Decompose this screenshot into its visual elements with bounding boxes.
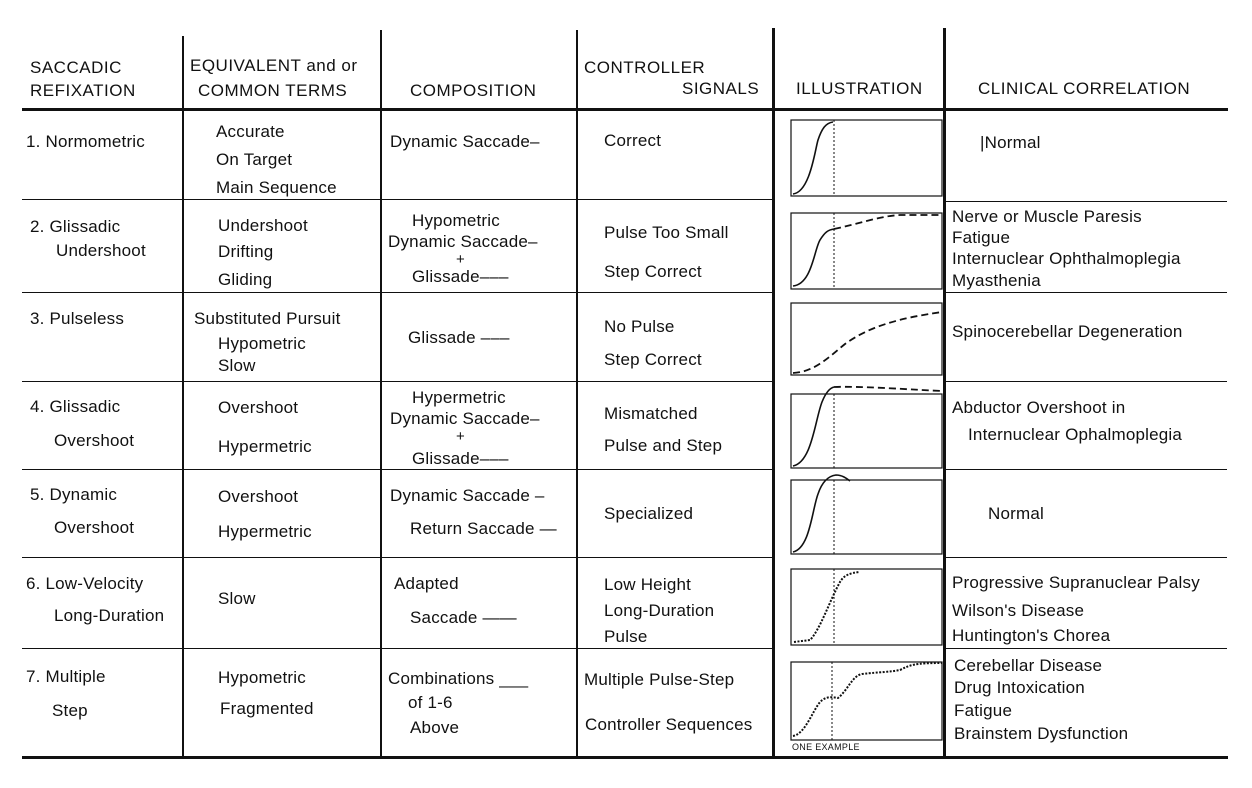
row4-refixation: 4. Glissadic — [30, 397, 121, 416]
row3-clinical: Spinocerebellar Degeneration — [952, 322, 1183, 341]
header-saccadic: SACCADIC — [30, 58, 122, 77]
row7-clinical: Cerebellar Disease — [954, 656, 1103, 675]
row4-clinical: Abductor Overshoot in — [952, 398, 1126, 417]
row2-refixation: Undershoot — [56, 241, 146, 260]
row4-composition: Glissade––– — [412, 449, 509, 468]
row3-refixation: 3. Pulseless — [30, 309, 125, 328]
row5-clinical: Normal — [988, 504, 1044, 523]
row1-composition: Dynamic Saccade– — [390, 132, 540, 151]
header-illustration: ILLUSTRATION — [796, 79, 923, 98]
row4-term: Overshoot — [218, 398, 299, 417]
row2-clinical: Nerve or Muscle Paresis — [952, 207, 1142, 226]
row7-clinical: Fatigue — [954, 701, 1013, 720]
row4-clinical: Internuclear Ophalmoplegia — [968, 425, 1183, 444]
row6-signal: Long-Duration — [604, 601, 715, 620]
row4-composition: + — [456, 428, 465, 445]
row5-term: Hypermetric — [218, 522, 312, 541]
row2-term: Undershoot — [218, 216, 308, 235]
row4-term: Hypermetric — [218, 437, 312, 456]
row3-signal: No Pulse — [604, 317, 675, 336]
row7-term: Fragmented — [220, 699, 314, 718]
illustration-row7 — [791, 662, 942, 740]
row2-signal: Pulse Too Small — [604, 223, 729, 242]
row1-term: On Target — [216, 150, 293, 169]
illustration-row6 — [791, 569, 942, 645]
illustration-row3 — [791, 303, 942, 375]
row1-term: Main Sequence — [216, 178, 337, 197]
row4-signal: Mismatched — [604, 404, 698, 423]
header-common-terms: COMMON TERMS — [198, 81, 348, 100]
row5-refixation: Overshoot — [54, 518, 135, 537]
row5-term: Overshoot — [218, 487, 299, 506]
row2-composition: Glissade––– — [412, 267, 509, 286]
row1-signal: Correct — [604, 131, 662, 150]
row1-term: Accurate — [216, 122, 285, 141]
row1-refixation: 1. Normometric — [26, 132, 145, 151]
row3-term: Hypometric — [218, 334, 306, 353]
row3-signal: Step Correct — [604, 350, 702, 369]
row6-composition: Adapted — [394, 574, 459, 593]
row3-term: Slow — [218, 356, 256, 375]
row7-refixation: Step — [52, 701, 88, 720]
row6-composition: Saccade —— — [410, 608, 517, 627]
row5-refixation: 5. Dynamic — [30, 485, 118, 504]
row7-composition: of 1-6 — [408, 693, 453, 712]
row3-term: Substituted Pursuit — [194, 309, 341, 328]
row2-composition: + — [456, 251, 465, 268]
row6-clinical: Huntington's Chorea — [952, 626, 1111, 645]
row7-signal: Controller Sequences — [585, 715, 753, 734]
row2-composition: Dynamic Saccade– — [388, 232, 538, 251]
illustration-row5 — [791, 475, 942, 554]
row6-clinical: Wilson's Disease — [952, 601, 1085, 620]
row2-clinical: Internuclear Ophthalmoplegia — [952, 249, 1181, 268]
row5-signal: Specialized — [604, 504, 694, 523]
row6-refixation: 6. Low-Velocity — [26, 574, 144, 593]
row2-signal: Step Correct — [604, 262, 702, 281]
row4-signal: Pulse and Step — [604, 436, 723, 455]
header-equivalent: EQUIVALENT and or — [190, 56, 358, 75]
row7-refixation: 7. Multiple — [26, 667, 106, 686]
row2-clinical: Myasthenia — [952, 271, 1041, 290]
row6-term: Slow — [218, 589, 256, 608]
header-composition: COMPOSITION — [410, 81, 537, 100]
row2-clinical: Fatigue — [952, 228, 1011, 247]
row7-clinical: Drug Intoxication — [954, 678, 1085, 697]
row7-composition: Combinations ___ — [388, 669, 529, 688]
row5-composition: Dynamic Saccade – — [390, 486, 545, 505]
row5-composition: Return Saccade — — [410, 519, 557, 538]
illustration-row4 — [791, 387, 942, 468]
row1-clinical: |Normal — [980, 133, 1041, 152]
row7-term: Hypometric — [218, 668, 306, 687]
row4-refixation: Overshoot — [54, 431, 135, 450]
row2-composition: Hypometric — [412, 211, 500, 230]
row7-signal: Multiple Pulse-Step — [584, 670, 735, 689]
row6-signal: Pulse — [604, 627, 648, 646]
header-refixation: REFIXATION — [30, 81, 136, 100]
illustration-row1 — [791, 120, 942, 196]
header-controller: CONTROLLER — [584, 58, 706, 77]
row3-composition: Glissade ––– — [408, 328, 510, 347]
row2-term: Gliding — [218, 270, 273, 289]
row7-composition: Above — [410, 718, 460, 737]
row6-refixation: Long-Duration — [54, 606, 165, 625]
row6-signal: Low Height — [604, 575, 692, 594]
row2-term: Drifting — [218, 242, 274, 261]
one-example-label: ONE EXAMPLE — [792, 742, 860, 752]
illustration-row2 — [791, 213, 942, 289]
row7-clinical: Brainstem Dysfunction — [954, 724, 1129, 743]
row4-composition: Hypermetric — [412, 388, 506, 407]
header-signals: SIGNALS — [682, 79, 760, 98]
row4-composition: Dynamic Saccade– — [390, 409, 540, 428]
row2-refixation: 2. Glissadic — [30, 217, 121, 236]
header-clinical: CLINICAL CORRELATION — [978, 79, 1191, 98]
row6-clinical: Progressive Supranuclear Palsy — [952, 573, 1200, 592]
